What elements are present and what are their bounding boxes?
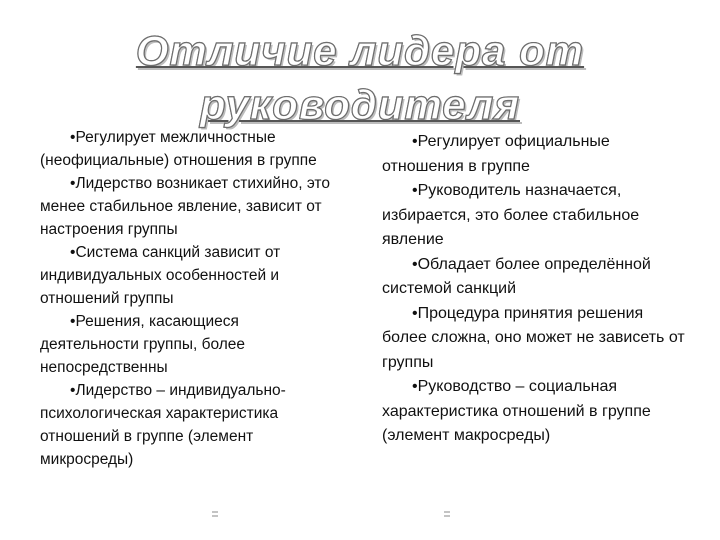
bullet-icon: • [412,255,418,273]
manager-item-text: Обладает более определённой системой санкций [382,255,651,297]
leader-item [40,241,340,310]
column-marker-icon [443,508,451,520]
slide-title-line-1: Отличие лидера от [135,27,585,74]
manager-item-text: Руководитель назначается, избирается, это более стабильное явление [382,182,640,248]
manager-item [382,179,687,253]
manager-item [382,375,687,449]
manager-item-text: Процедура принятия решения более сложна, оно может не зависеть от группы [382,304,685,371]
leader-item [40,172,340,241]
bullet-icon: • [412,378,418,395]
leader-item-text: Лидерство – индивидуально-психологическая характеристика отношений в группе (элемент микросреды) [40,382,286,468]
marker-glyph-icon [443,508,451,520]
marker-glyph-icon [211,508,219,520]
manager-item-text: Регулирует официальные отношения в группе [382,133,610,175]
slide-title-line-2: руководителя [200,81,520,128]
bullet-icon: • [412,182,418,199]
bullet-icon: • [412,133,418,150]
manager-column [382,130,687,449]
bullet-icon: • [70,175,76,192]
leader-item [40,379,340,471]
bullet-icon: • [412,304,418,322]
leader-item-text: Решения, касающиеся деятельности группы, более непосредственны [40,313,246,376]
leader-item [40,310,340,379]
bullet-icon: • [70,382,76,399]
leader-item-text: Лидерство возникает стихийно, это менее стабильное явление, зависит от настроения группы [40,175,330,238]
column-marker-icon [211,508,219,520]
leader-item [40,126,340,172]
leader-item-text: Система санкций зависит от индивидуальных особенностей и отношений группы [40,244,281,307]
manager-item [382,302,687,376]
leader-column [40,126,340,471]
manager-item [382,130,687,179]
manager-item [382,253,687,302]
bullet-icon: • [70,129,76,146]
bullet-icon: • [70,313,76,330]
leader-item-text: Регулирует межличностные (неофициальные) отношения в группе [40,129,317,169]
manager-item-text: Руководство – социальная характеристика отношений в группе (элемент макросреды) [382,378,651,444]
bullet-icon: • [70,244,76,261]
